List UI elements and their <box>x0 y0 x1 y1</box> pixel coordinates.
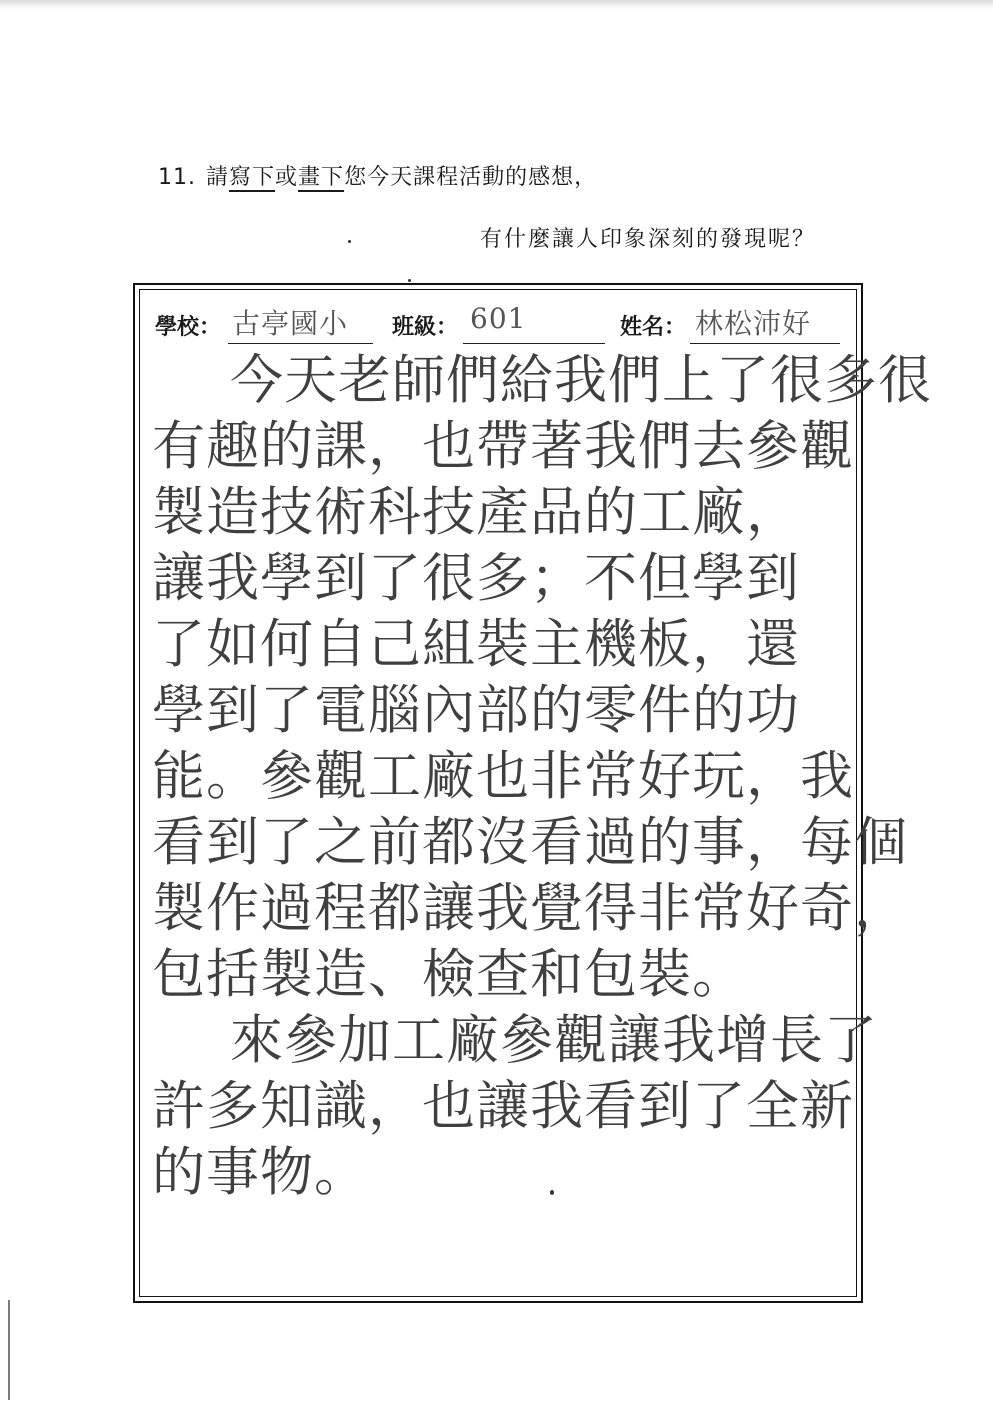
class-value: 601 <box>470 302 527 335</box>
question-text-post: 您今天課程活動的感想， <box>344 165 598 190</box>
school-underline <box>228 343 373 344</box>
class-label: 班級： <box>392 315 459 340</box>
essay-line: 看到了之前都沒看過的事，每個 <box>152 812 908 873</box>
name-underline <box>690 343 840 344</box>
question-line-2: 有什麼讓人印象深刻的發現呢？ <box>480 227 817 252</box>
essay-line: 包括製造、檢查和包裝。 <box>152 944 746 1005</box>
essay-line: 學到了電腦內部的零件的功 <box>152 680 800 741</box>
scan-edge <box>0 0 993 10</box>
question-line-1 <box>158 160 597 191</box>
school-label: 學校： <box>155 315 222 340</box>
essay-body <box>152 348 932 1206</box>
name-label: 姓名： <box>620 315 687 340</box>
scan-speck <box>348 240 351 243</box>
question-text-pre: 請 <box>206 165 230 190</box>
essay-line: 讓我學到了很多；不但學到 <box>152 548 800 609</box>
question-number: 11. <box>158 165 196 190</box>
question-draw-word: 畫下 <box>298 165 345 190</box>
essay-line: 製造技術科技產品的工廠， <box>152 482 800 543</box>
essay-line: 有趣的課，也帶著我們去參觀 <box>152 416 854 477</box>
essay-line: 製作過程都讓我覺得非常好奇， <box>152 878 908 939</box>
name-value: 林松沛好 <box>695 307 812 340</box>
essay-line: 許多知識，也讓我看到了全新 <box>152 1076 854 1137</box>
scan-speck <box>408 279 411 282</box>
question-write-word: 寫下 <box>229 165 276 190</box>
question-or-word: 或 <box>275 165 299 190</box>
essay-line: 來參加工廠參觀讓我增長了 <box>230 1010 878 1071</box>
essay-line: 能。參觀工廠也非常好玩，我 <box>152 746 854 807</box>
school-value: 古亭國小 <box>232 307 349 340</box>
essay-line: 了如何自己組裝主機板，還 <box>152 614 800 675</box>
essay-line: 今天老師們給我們上了很多很 <box>230 350 932 411</box>
scan-margin-mark <box>8 1300 10 1400</box>
class-underline <box>463 343 605 344</box>
essay-line: 的事物。 <box>152 1142 368 1203</box>
